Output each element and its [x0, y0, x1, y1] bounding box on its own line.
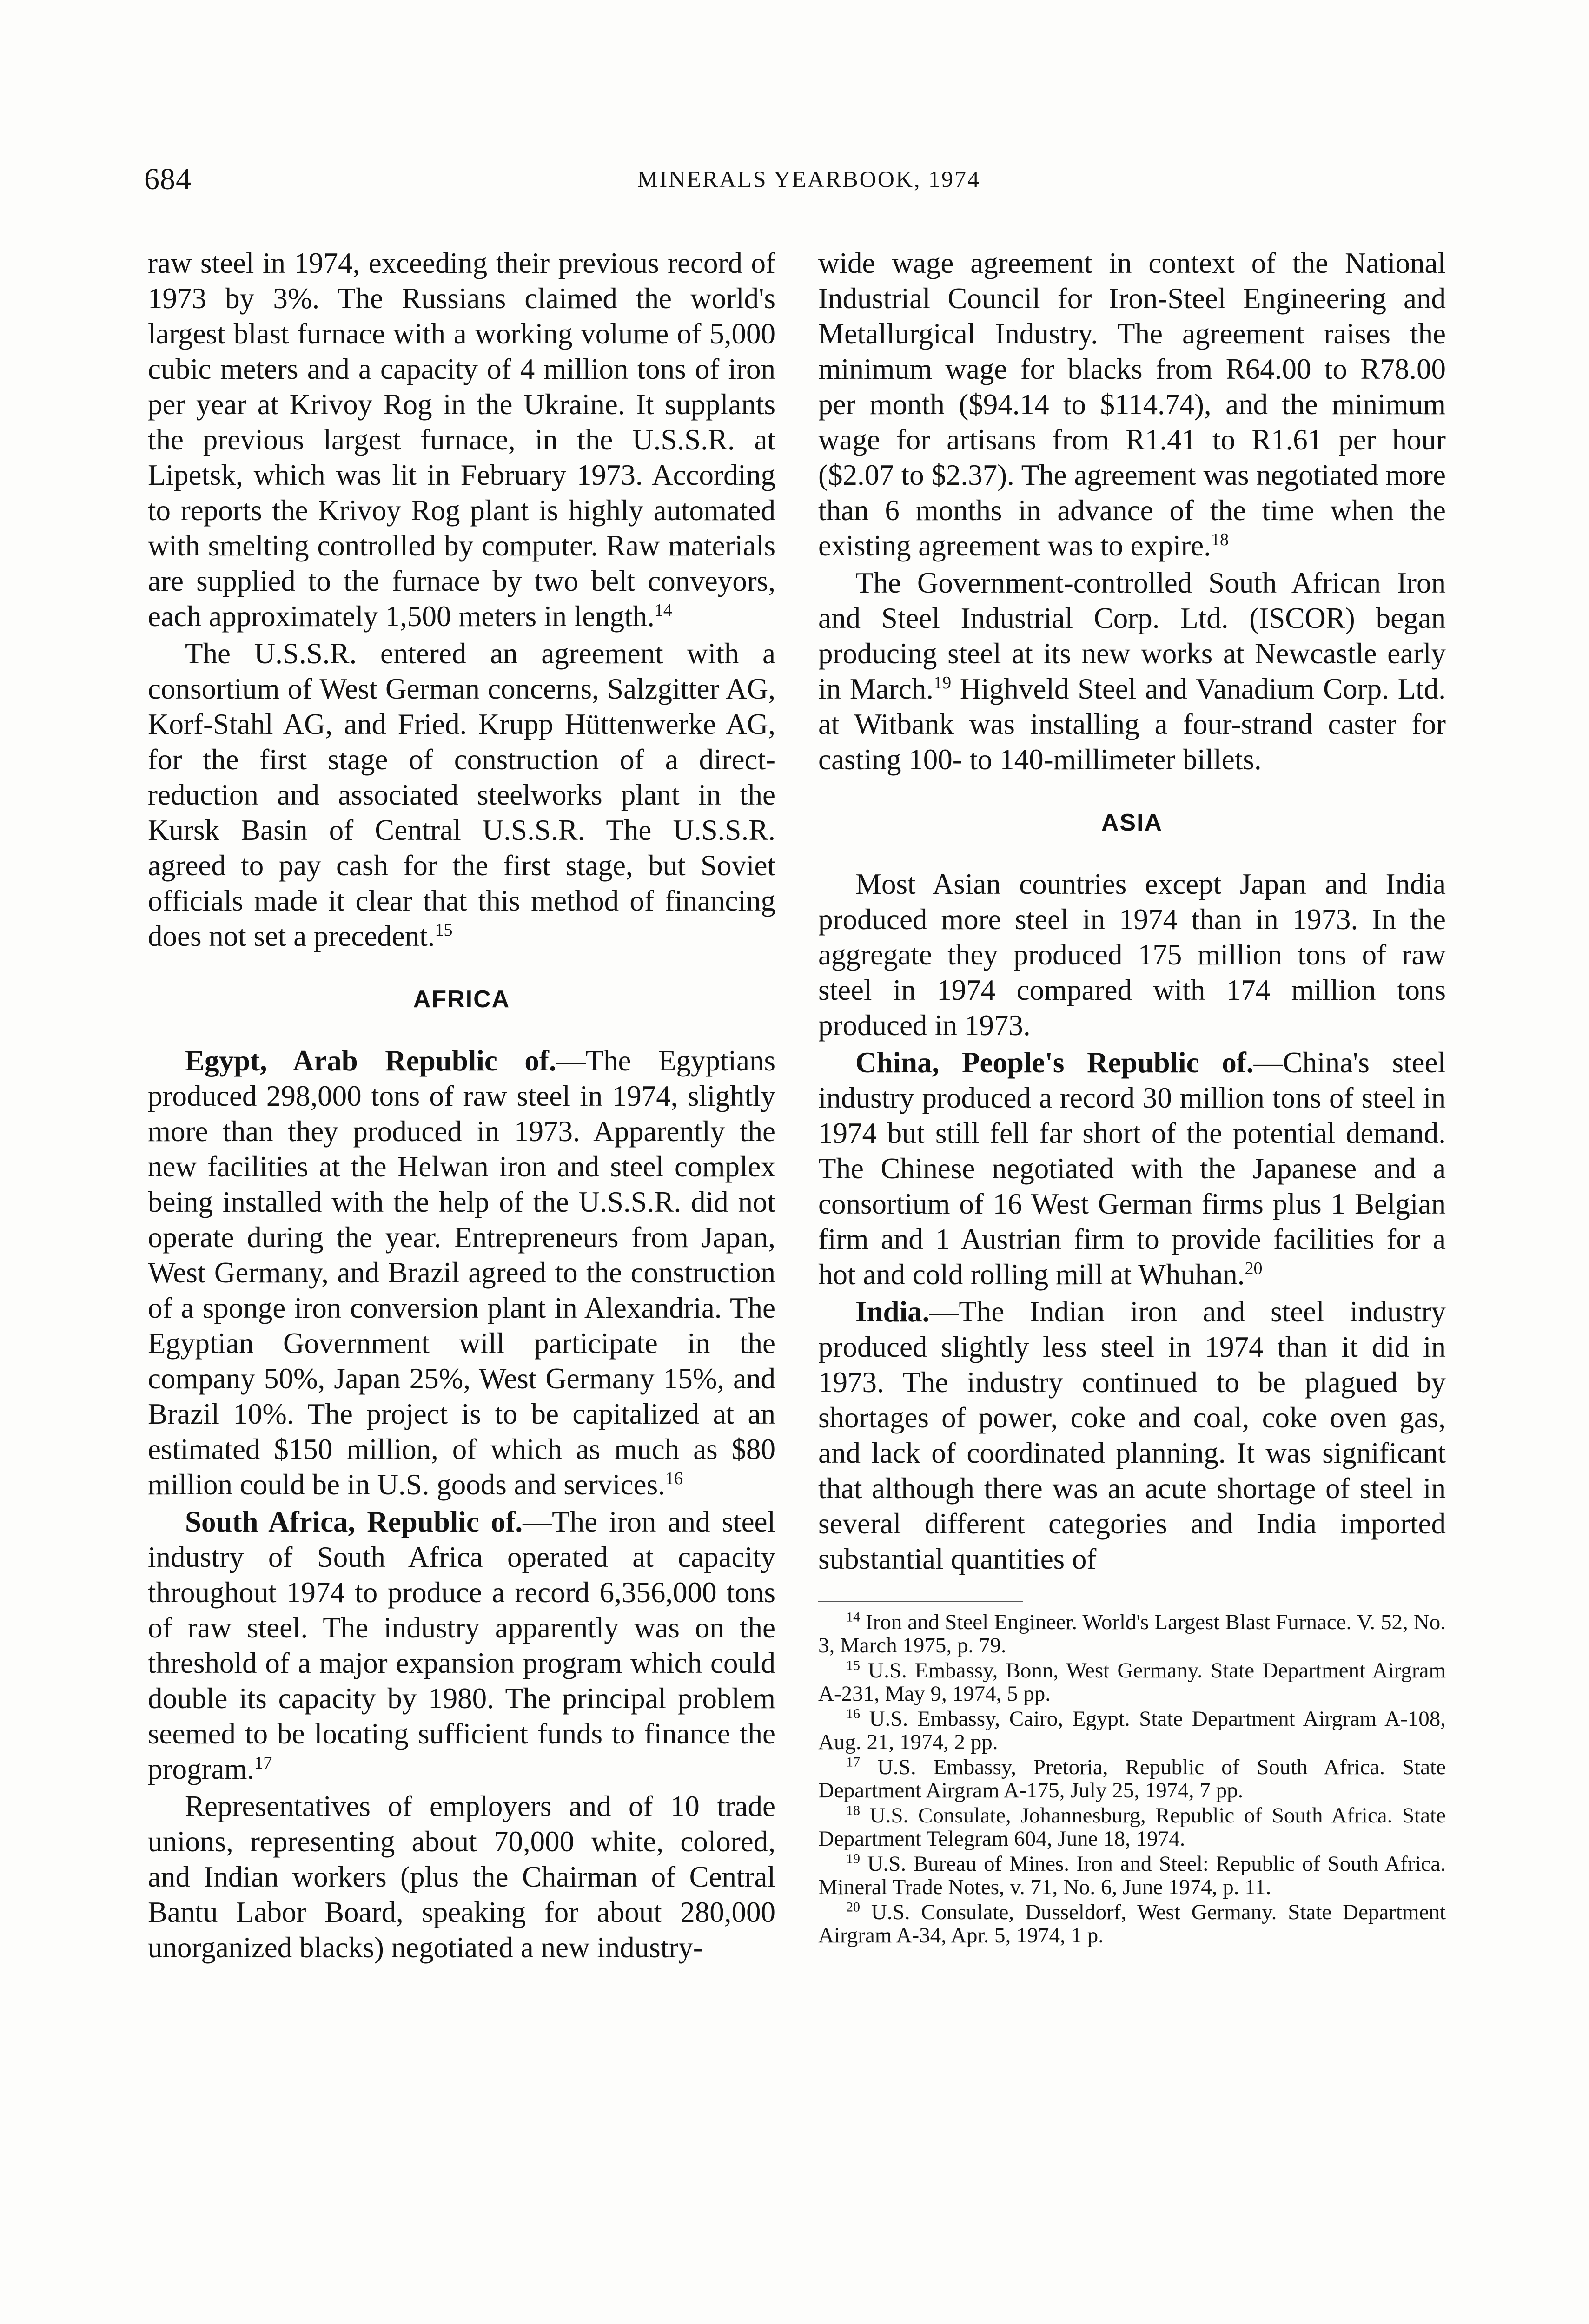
paragraph-egypt: [148, 1043, 775, 1502]
paragraph-text: The Government-controlled South African Iron and Steel Industrial Corp. Ltd. (ISCOR) began producing steel at its new works at Newcastle early in March.: [818, 567, 1446, 705]
footnote-ref: 19: [934, 673, 952, 693]
run-in-heading: South Africa, Republic of.: [185, 1505, 523, 1538]
footnote-14: [818, 1611, 1446, 1657]
footnote-text: U.S. Consulate, Dusseldorf, West Germany. State Department Airgram A-34, Apr. 5, 1974, 1 p.: [818, 1900, 1446, 1948]
footnote-text: U.S. Embassy, Cairo, Egypt. State Department Airgram A-108, Aug. 21, 1974, 2 pp.: [818, 1707, 1446, 1754]
page-number: 684: [144, 162, 192, 196]
footnote-text: Iron and Steel Engineer. World's Largest Blast Furnace. V. 52, No. 3, March 1975, p. 79.: [818, 1610, 1446, 1657]
paragraph-text: —The Indian iron and steel industry produced slightly less steel in 1974 than it did in 1973. The industry continued to be plagued by shortages of power, coke and coal, coke oven gas, and lack of coordinated planning. It was significant that although there was an acute shortage of steel in several different categories and India imported substantial quantities of: [818, 1295, 1446, 1575]
section-heading-asia: ASIA: [1101, 809, 1163, 836]
paragraph-wage-agreement: [818, 245, 1446, 563]
paragraph-trade-unions: [148, 1789, 775, 1965]
footnote-divider: [818, 1601, 1023, 1602]
footnote-number: 18: [846, 1802, 860, 1818]
right-column: [818, 245, 1446, 1947]
paragraph-ussr-kursk: [148, 636, 775, 954]
footnote-text: U.S. Embassy, Pretoria, Republic of South Africa. State Department Airgram A-175, July 25, 1974, 7 pp.: [818, 1755, 1446, 1802]
paragraph-south-africa: [148, 1504, 775, 1787]
footnote-ref: 14: [654, 601, 672, 620]
paragraph-text: wide wage agreement in context of the National Industrial Council for Iron-Steel Engineering and Metallurgical Industry. The agreement raises the minimum wage for blacks from R64.00 to R78.00 per month ($94.14 to $114.74), and the minimum wage for artisans from R1.41 to R1.61 per hour ($2.07 to $2.37). The agreement was negotiated more than 6 months in advance of the time when the existing agreement was to expire.: [818, 247, 1446, 562]
paragraph-asia-overview: [818, 866, 1446, 1043]
paragraph-india: [818, 1294, 1446, 1577]
paragraph-text: The U.S.S.R. entered an agreement with a consortium of West German concerns, Salzgitter AG, Korf-Stahl AG, and Fried. Krupp Hüttenwerke AG, for the first stage of construction of a direct-reduction and associated steelworks plant in the Kursk Basin of Central U.S.S.R. The U.S.S.R. agreed to pay cash for the first stage, but Soviet officials made it clear that this method of financing does not set a precedent.: [148, 637, 775, 952]
footnote-16: [818, 1707, 1446, 1754]
footnote-ref: 18: [1211, 530, 1229, 549]
run-in-heading: China, People's Republic of.: [855, 1046, 1254, 1079]
run-in-heading: Egypt, Arab Republic of.: [185, 1044, 556, 1077]
footnote-number: 19: [846, 1851, 860, 1867]
left-column: [148, 245, 775, 1965]
footnote-text: U.S. Consulate, Johannesburg, Republic of South Africa. State Department Telegram 604, June 18, 1974.: [818, 1803, 1446, 1851]
footnote-number: 20: [846, 1899, 860, 1915]
paragraph-ussr-blast-furnace: [148, 245, 775, 634]
footnote-number: 15: [846, 1657, 860, 1673]
paragraph-text: Representatives of employers and of 10 trade unions, representing about 70,000 white, colored, and Indian workers (plus the Chairman of Central Bantu Labor Board, speaking for about 280,000 unorganized blacks) negotiated a new industry-: [148, 1790, 775, 1964]
footnote-ref: 17: [254, 1753, 272, 1773]
paragraph-iscor: [818, 565, 1446, 777]
footnote-ref: 20: [1245, 1259, 1263, 1278]
footnote-number: 16: [846, 1706, 860, 1722]
footnote-15: [818, 1659, 1446, 1705]
footnote-text: U.S. Embassy, Bonn, West Germany. State Department Airgram A-231, May 9, 1974, 5 pp.: [818, 1658, 1446, 1706]
footnotes: [818, 1611, 1446, 1947]
footnote-number: 17: [846, 1754, 860, 1770]
paragraph-text: Most Asian countries except Japan and India produced more steel in 1974 than in 1973. In the aggregate they produced 175 million tons of raw steel in 1974 compared with 174 million tons produced in 1973.: [818, 868, 1446, 1042]
footnote-ref: 16: [665, 1469, 683, 1488]
paragraph-text: raw steel in 1974, exceeding their previous record of 1973 by 3%. The Russians claimed the world's largest blast furnace with a working volume of 5,000 cubic meters and a capacity of 4 million tons of iron per year at Krivoy Rog in the Ukraine. It supplants the previous largest furnace, in the U.S.S.R. at Lipetsk, which was lit in February 1973. According to reports the Krivoy Rog plant is highly automated with smelting controlled by computer. Raw materials are supplied to the furnace by two belt conveyors, each approximately 1,500 meters in length.: [148, 247, 775, 633]
footnote-19: [818, 1852, 1446, 1899]
footnote-text: U.S. Bureau of Mines. Iron and Steel: Republic of South Africa. Mineral Trade Notes, v. 71, No. 6, June 1974, p. 11.: [818, 1852, 1446, 1899]
paragraph-text-continued: Highveld Steel and Vanadium Corp. Ltd. at Witbank was installing a four-strand caster for casting 100- to 140-millimeter billets.: [818, 673, 1446, 776]
run-in-heading: India.: [855, 1295, 930, 1328]
section-heading-africa: AFRICA: [413, 986, 510, 1013]
running-title: MINERALS YEARBOOK, 1974: [637, 166, 980, 192]
footnote-17: [818, 1756, 1446, 1802]
paragraph-text: —The Egyptians produced 298,000 tons of raw steel in 1974, slightly more than they produced in 1973. Apparently the new facilities at the Helwan iron and steel complex being installed with the help of the U.S.S.R. did not operate during the year. Entrepreneurs from Japan, West Germany, and Brazil agreed to the construction of a sponge iron conversion plant in Alexandria. The Egyptian Government will participate in the company 50%, Japan 25%, West Germany 15%, and Brazil 10%. The project is to be capitalized at an estimated $150 million, of which as much as $80 million could be in U.S. goods and services.: [148, 1044, 775, 1501]
footnote-18: [818, 1804, 1446, 1850]
footnote-ref: 15: [435, 920, 453, 940]
footnote-20: [818, 1901, 1446, 1947]
paragraph-text: —China's steel industry produced a record 30 million tons of steel in 1974 but still fell far short of the potential demand. The Chinese negotiated with the Japanese and a consortium of 16 West German firms plus 1 Belgian firm and 1 Austrian firm to provide facilities for a hot and cold rolling mill at Whuhan.: [818, 1046, 1446, 1291]
footnote-number: 14: [846, 1609, 860, 1625]
paragraph-china: [818, 1045, 1446, 1292]
paragraph-text: —The iron and steel industry of South Africa operated at capacity throughout 1974 to produce a record 6,356,000 tons of raw steel. The industry apparently was on the threshold of a major expansion program which could double its capacity by 1980. The principal problem seemed to be locating sufficient funds to finance the program.: [148, 1505, 776, 1785]
